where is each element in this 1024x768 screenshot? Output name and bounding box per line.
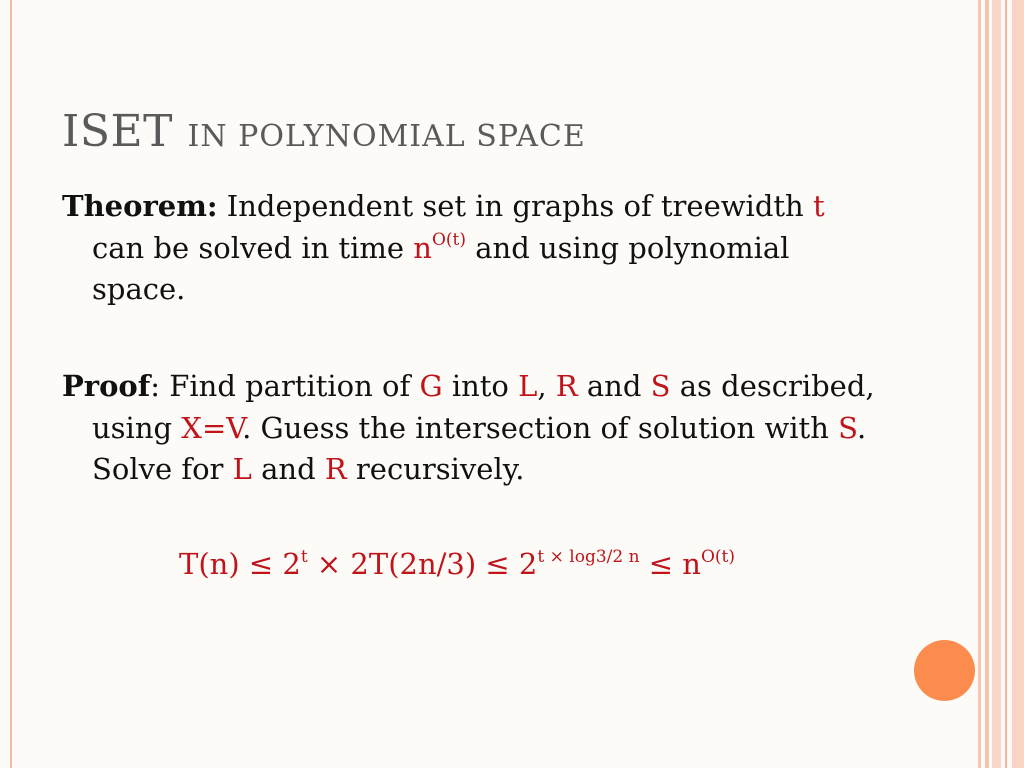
proof-text-part: : Find partition of bbox=[150, 369, 420, 403]
theorem-text-part: and using polynomial space. bbox=[92, 230, 790, 306]
proof-text-part: . Guess the intersection of solution with bbox=[242, 410, 839, 445]
right-decorative-stripe bbox=[1012, 0, 1024, 768]
proof-var-g: G bbox=[419, 369, 443, 403]
theorem-var-n: n bbox=[413, 230, 432, 265]
proof-var-r: R bbox=[555, 369, 578, 403]
proof-text-part: and bbox=[251, 452, 325, 486]
proof-text-part: . Solve for bbox=[92, 410, 867, 486]
theorem-label: Theorem: bbox=[62, 189, 218, 223]
formula-exponent: t × log3/2 n bbox=[537, 547, 640, 567]
slide-title bbox=[62, 106, 586, 157]
theorem-text-part: Independent set in graphs of treewidth bbox=[217, 189, 813, 223]
theorem-text-part: can be solved in time bbox=[92, 230, 414, 265]
proof-var-l: L bbox=[232, 452, 252, 486]
theorem-exponent: O(t) bbox=[431, 229, 467, 250]
formula-exponent: t bbox=[300, 547, 308, 567]
proof-var-s: S bbox=[650, 369, 671, 403]
theorem-text bbox=[62, 186, 882, 311]
theorem-complexity bbox=[413, 231, 466, 265]
proof-var-xv: X=V bbox=[181, 410, 243, 445]
decorative-orange-circle bbox=[914, 640, 975, 701]
formula-part: T(n) ≤ 2 bbox=[179, 547, 301, 581]
left-border-line bbox=[10, 0, 12, 768]
proof-var-s: S bbox=[838, 410, 857, 445]
proof-label: Proof bbox=[62, 369, 151, 403]
proof-var-l: L bbox=[518, 369, 538, 403]
proof-text bbox=[62, 366, 882, 491]
title-rest: IN POLYNOMIAL SPACE bbox=[187, 119, 586, 154]
theorem-paragraph bbox=[62, 186, 882, 311]
recurrence-formula bbox=[179, 547, 735, 581]
formula-part: × 2T(2n/3) ≤ 2 bbox=[307, 547, 538, 581]
proof-var-r: R bbox=[324, 452, 347, 486]
right-decorative-stripe bbox=[992, 0, 1001, 768]
proof-text-part: , bbox=[537, 369, 556, 403]
theorem-var-t: t bbox=[812, 189, 825, 223]
title-main: ISET bbox=[62, 106, 173, 157]
proof-text-part: into bbox=[442, 369, 519, 403]
right-decorative-stripe bbox=[985, 0, 989, 768]
proof-text-part: recursively. bbox=[346, 452, 525, 486]
proof-paragraph bbox=[62, 366, 882, 491]
formula-exponent: O(t) bbox=[700, 547, 736, 567]
formula-part: ≤ n bbox=[639, 547, 701, 581]
proof-text-part: as described, using bbox=[92, 369, 875, 445]
proof-text-part: and bbox=[577, 369, 651, 403]
right-decorative-stripe bbox=[1005, 0, 1007, 768]
right-decorative-stripe bbox=[978, 0, 981, 768]
